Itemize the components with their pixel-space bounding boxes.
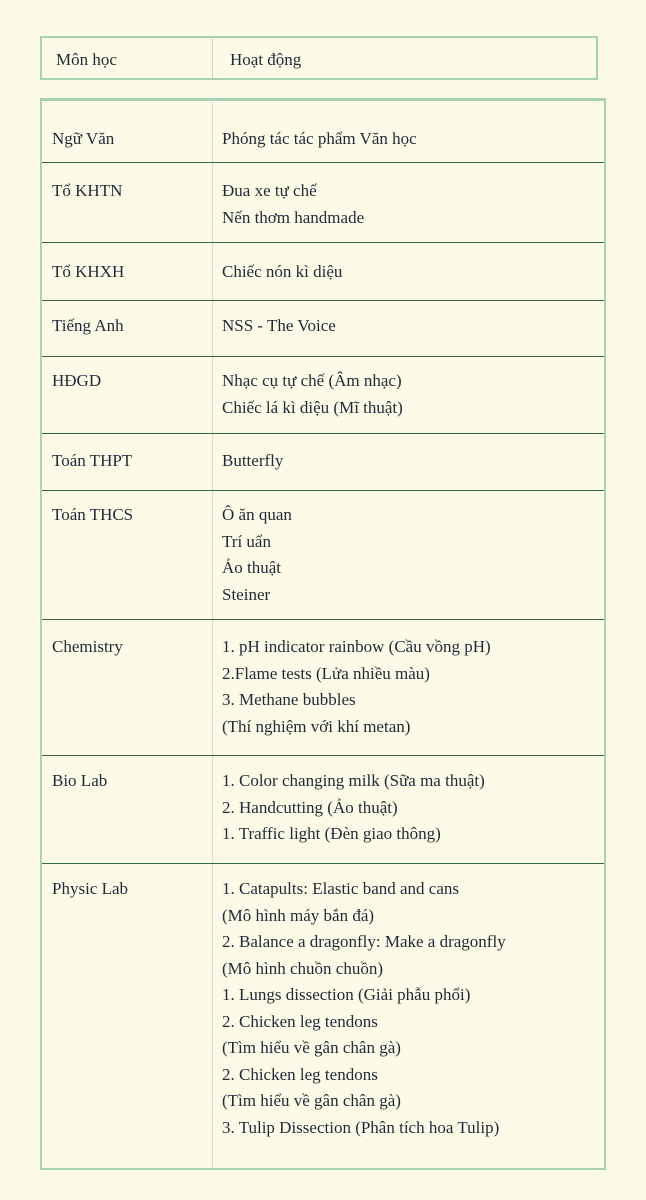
subject-cell: Tổ KHXH [52, 262, 125, 281]
activities-cell [222, 313, 336, 340]
table-row [42, 101, 604, 163]
subject-cell: Ngữ Văn [52, 129, 115, 148]
table-header [40, 36, 598, 80]
activity-item: 1. Lungs dissection (Giải phẫu phổi) [222, 985, 471, 1004]
activity-item: 2. Chicken leg tendons [222, 1011, 378, 1031]
activities-cell [222, 502, 292, 608]
header-activity: Hoạt động [230, 50, 302, 69]
activity-item: (Mô hình chuồn chuồn) [222, 958, 384, 978]
activity-item: 1. Color changing milk (Sữa ma thuật) [222, 771, 485, 790]
activity-item: Ô ăn quan [222, 505, 292, 524]
subject-cell: Tổ KHTN [52, 181, 123, 200]
header-divider [212, 38, 213, 78]
activity-item: 2. Handcutting (Ảo thuật) [222, 797, 398, 817]
activity-item: Phóng tác tác phẩm Văn học [222, 129, 417, 148]
activities-cell [222, 768, 485, 848]
subject-cell: Physic Lab [52, 879, 129, 898]
activities-cell [222, 448, 283, 475]
activity-item: Chiếc lá kì diệu (Mĩ thuật) [222, 397, 403, 417]
activity-item: (Tìm hiểu về gân chân gà) [222, 1091, 401, 1110]
activity-item: (Mô hình máy bắn đá) [222, 905, 375, 925]
activities-cell [222, 126, 417, 153]
table-row [42, 756, 604, 864]
activities-cell [222, 634, 491, 740]
activity-item: Nến thơm handmade [222, 207, 365, 227]
subject-cell: Chemistry [52, 637, 123, 656]
table-row [42, 491, 604, 620]
activity-item: Steiner [222, 584, 271, 604]
activity-item: 3. Methane bubbles [222, 690, 356, 709]
table-row [42, 357, 604, 434]
activity-table [40, 98, 606, 1170]
table-row [42, 243, 604, 301]
subject-cell: Toán THPT [52, 451, 133, 470]
activity-item: Trí uẩn [222, 531, 271, 551]
activities-cell [222, 178, 364, 231]
activity-item: 2.Flame tests (Lửa nhiều màu) [222, 663, 430, 683]
activity-item: (Tìm hiểu về gân chân gà) [222, 1038, 401, 1057]
activity-item: 2. Chicken leg tendons [222, 1064, 378, 1084]
activities-cell [222, 259, 342, 286]
activities-cell [222, 368, 403, 421]
subject-cell: Tiếng Anh [52, 316, 124, 335]
table-row [42, 163, 604, 243]
table-row [42, 864, 604, 1164]
activity-item: Ảo thuật [222, 558, 282, 577]
activities-cell [222, 876, 506, 1141]
activity-item: Đua xe tự chế [222, 181, 317, 200]
activity-item: (Thí nghiệm với khí metan) [222, 716, 411, 736]
activity-item: Butterfly [222, 451, 284, 470]
table-row [42, 434, 604, 491]
subject-cell: HĐGD [52, 371, 102, 390]
header-subject: Môn học [56, 50, 117, 69]
table-row [42, 301, 604, 357]
activity-item: 1. Catapults: Elastic band and cans [222, 879, 459, 898]
activity-item: 1. Traffic light (Đèn giao thông) [222, 824, 441, 843]
subject-cell: Bio Lab [52, 771, 108, 790]
activity-item: 1. pH indicator rainbow (Cầu vồng pH) [222, 637, 491, 656]
activity-item: 2. Balance a dragonfly: Make a dragonfly [222, 932, 506, 951]
subject-cell: Toán THCS [52, 505, 134, 524]
table-row [42, 620, 604, 756]
activity-item: Nhạc cụ tự chế (Âm nhạc) [222, 371, 402, 390]
activity-item: 3. Tulip Dissection (Phân tích hoa Tulip) [222, 1117, 500, 1137]
activity-item: Chiếc nón kì diệu [222, 262, 343, 281]
activity-item: NSS - The Voice [222, 316, 336, 335]
